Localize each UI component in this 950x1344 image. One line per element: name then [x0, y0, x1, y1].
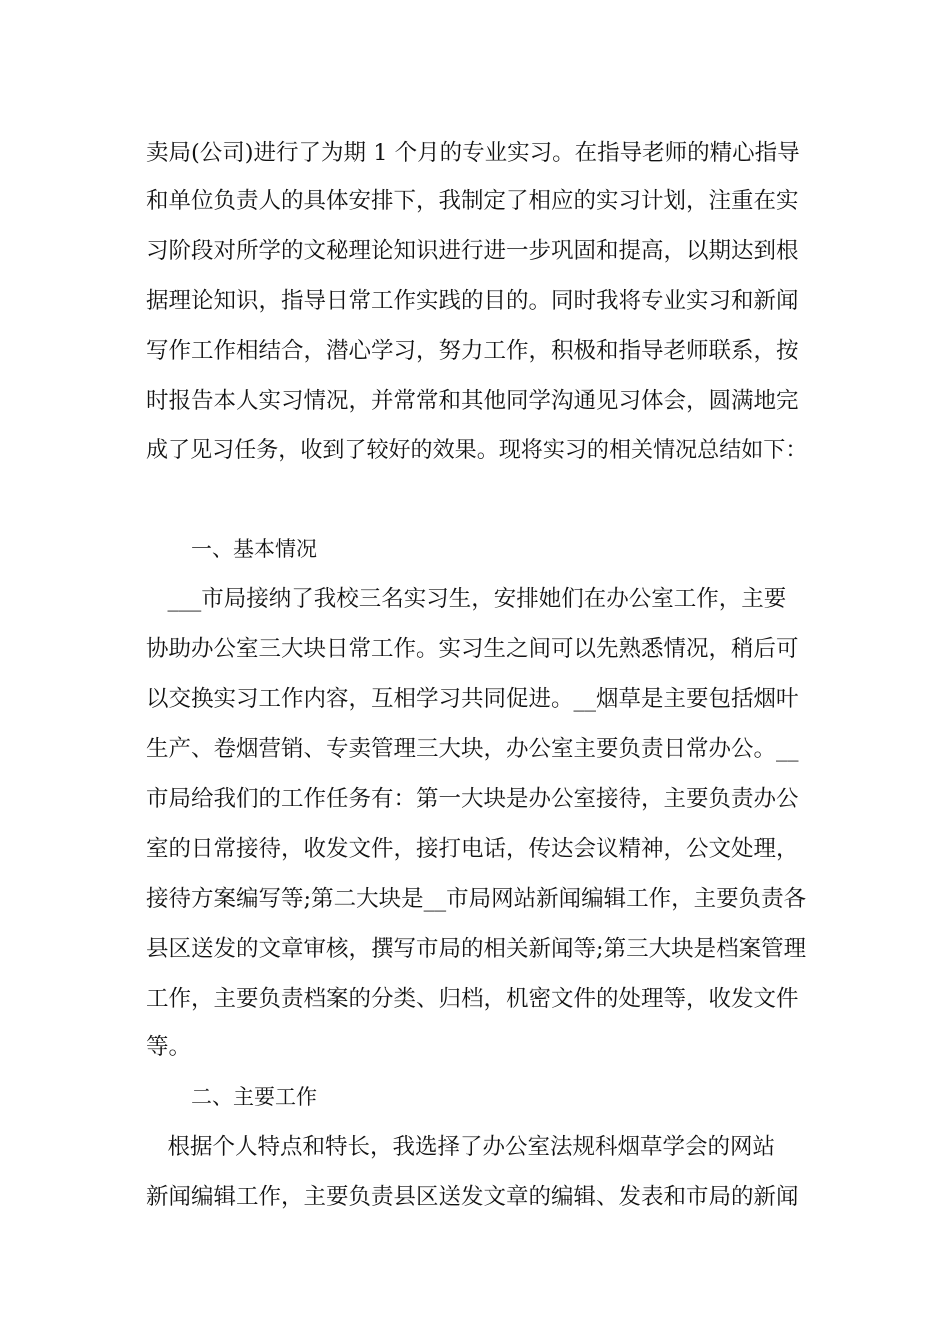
paragraph-line: 根据个人特点和特长，我选择了办公室法规科烟草学会的网站	[146, 1134, 775, 1160]
paragraph-line: 写作工作相结合，潜心学习，努力工作，积极和指导老师联系，按	[146, 338, 799, 364]
paragraph-line: 等。	[146, 1034, 192, 1060]
paragraph-line: 以交换实习工作内容，互相学习共同促进。__烟草是主要包括烟叶	[146, 686, 799, 712]
paragraph-line: ___市局接纳了我校三名实习生，安排她们在办公室工作，主要	[146, 586, 787, 612]
paragraph-line: 卖局(公司)进行了为期 1 个月的专业实习。在指导老师的精心指导	[146, 140, 800, 166]
paragraph-line: 室的日常接待，收发文件，接打电话，传达会议精神，公文处理，	[146, 836, 799, 862]
paragraph-line: 接待方案编写等;第二大块是__市局网站新闻编辑工作，主要负责各	[146, 886, 807, 912]
paragraph-line: 新闻编辑工作，主要负责县区送发文章的编辑、发表和市局的新闻	[146, 1184, 799, 1210]
paragraph-line: 习阶段对所学的文秘理论知识进行进一步巩固和提高，以期达到根	[146, 238, 799, 264]
paragraph-line: 据理论知识，指导日常工作实践的目的。同时我将专业实习和新闻	[146, 288, 799, 314]
paragraph-line: 和单位负责人的具体安排下，我制定了相应的实习计划，注重在实	[146, 188, 799, 214]
paragraph-line: 时报告本人实习情况，并常常和其他同学沟通见习体会，圆满地完	[146, 388, 799, 414]
paragraph-line: 工作，主要负责档案的分类、归档，机密文件的处理等，收发文件	[146, 986, 799, 1012]
section-heading-main-work: 二、主要工作	[191, 1085, 317, 1109]
section-heading-basic: 一、基本情况	[191, 537, 317, 561]
paragraph-line: 成了见习任务，收到了较好的效果。现将实习的相关情况总结如下：	[146, 438, 808, 463]
paragraph-line: 市局给我们的工作任务有：第一大块是办公室接待，主要负责办公	[146, 786, 799, 812]
paragraph-line: 生产、卷烟营销、专卖管理三大块，办公室主要负责日常办公。__	[146, 736, 799, 762]
paragraph-line: 县区送发的文章审核，撰写市局的相关新闻等;第三大块是档案管理	[146, 936, 807, 962]
paragraph-line: 协助办公室三大块日常工作。实习生之间可以先熟悉情况，稍后可	[146, 636, 799, 662]
